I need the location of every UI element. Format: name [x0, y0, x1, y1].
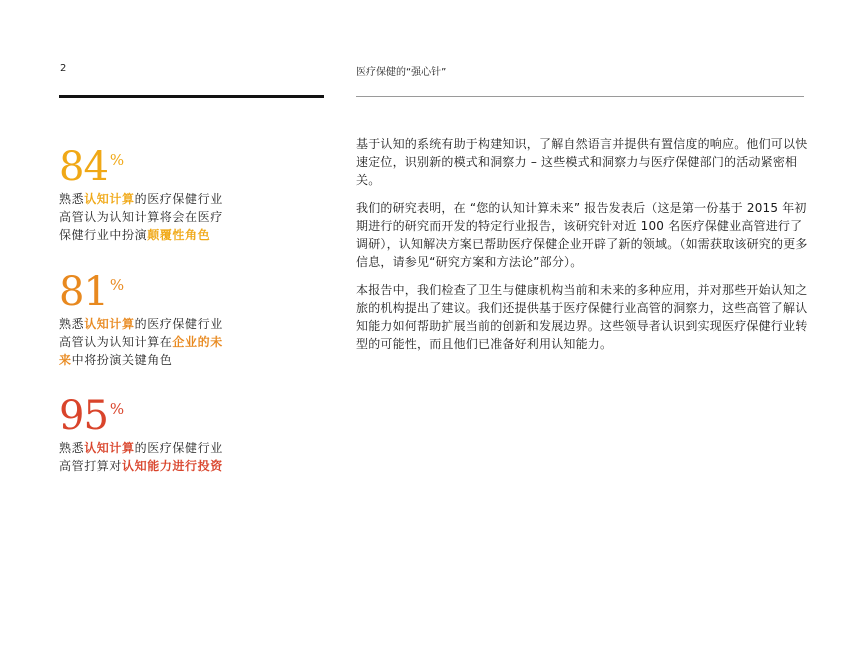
stat-description	[59, 439, 329, 475]
stat-description-line	[59, 333, 329, 351]
page-number: 2	[60, 63, 67, 74]
stat-percent-sign: %	[109, 151, 124, 169]
stat-text: 熟悉	[59, 192, 85, 206]
stat-block-84	[59, 144, 329, 244]
stat-text: 的医疗保健行业	[134, 317, 223, 331]
stat-description-line	[59, 457, 329, 475]
stat-block-95	[59, 393, 329, 475]
stat-text: 高管认为认知计算在	[59, 335, 173, 349]
stat-number-text: 95	[59, 393, 108, 439]
stat-highlight-text: 认知能力进行投资	[122, 459, 223, 473]
stat-description	[59, 190, 329, 244]
stat-value	[59, 144, 329, 190]
stat-description-line	[59, 226, 329, 244]
stat-highlight-text: 来	[59, 353, 72, 367]
stat-highlight-text: 认知计算	[84, 441, 135, 455]
stat-text: 保健行业中扮演	[59, 228, 148, 242]
stat-highlight-text: 认知计算	[84, 192, 135, 206]
stat-text: 熟悉	[59, 317, 85, 331]
stat-percent-sign: %	[109, 276, 124, 294]
body-paragraph: 本报告中，我们检查了卫生与健康机构当前和未来的多种应用，并对那些开始认知之旅的机构提出了建议。我们还提供基于医疗保健行业高管的洞察力，这些高管了解认知能力如何帮助扩展当前的创新和发展边界。这些领导者认识到实现医疗保健行业转型的可能性，而且他们已准备好利用认知能力。	[356, 283, 808, 351]
stat-highlight-text: 企业的未	[172, 335, 223, 349]
stat-description-line	[59, 439, 329, 457]
stat-text: 高管打算对	[59, 459, 123, 473]
stat-highlight-text: 认知计算	[84, 317, 135, 331]
stat-description-line	[59, 208, 329, 226]
stat-text: 高管认为认知计算将会在医疗	[59, 210, 223, 224]
stat-description-line	[59, 315, 329, 333]
body-paragraph: 我们的研究表明，在 “您的认知计算未来” 报告发表后（这是第一份基于 2015 年初期进行的研究而开发的特定行业报告，该研究针对近 100 名医疗保健业高管进行了调研），认知解决方案已帮助医疗保健企业开辟了新的领域。（如需获取该研究的更多信息，请参见“研究方案和方法论”部分）。	[356, 201, 808, 269]
body-paragraph: 基于认知的系统有助于构建知识，了解自然语言并提供有置信度的响应。他们可以快速定位，识别新的模式和洞察力 – 这些模式和洞察力与医疗保健部门的活动紧密相关。	[356, 137, 808, 187]
stat-description	[59, 315, 329, 369]
stat-block-81	[59, 269, 329, 369]
right-header-rule	[356, 96, 804, 97]
stat-value	[59, 269, 329, 315]
body-text	[356, 135, 810, 363]
document-title: 医疗保健的“强心针”	[356, 67, 447, 78]
stat-text: 的医疗保健行业	[134, 192, 223, 206]
stat-value	[59, 393, 329, 439]
stat-number-text: 84	[59, 144, 108, 190]
stat-percent-sign: %	[109, 400, 124, 418]
stat-text: 中将扮演关键角色	[71, 353, 173, 367]
stat-number-text: 81	[59, 269, 108, 315]
stat-text: 熟悉	[59, 441, 85, 455]
stat-highlight-text: 颠覆性角色	[147, 228, 211, 242]
stat-description-line	[59, 190, 329, 208]
stat-text: 的医疗保健行业	[134, 441, 223, 455]
left-header-rule	[59, 95, 324, 98]
stat-description-line	[59, 351, 329, 369]
